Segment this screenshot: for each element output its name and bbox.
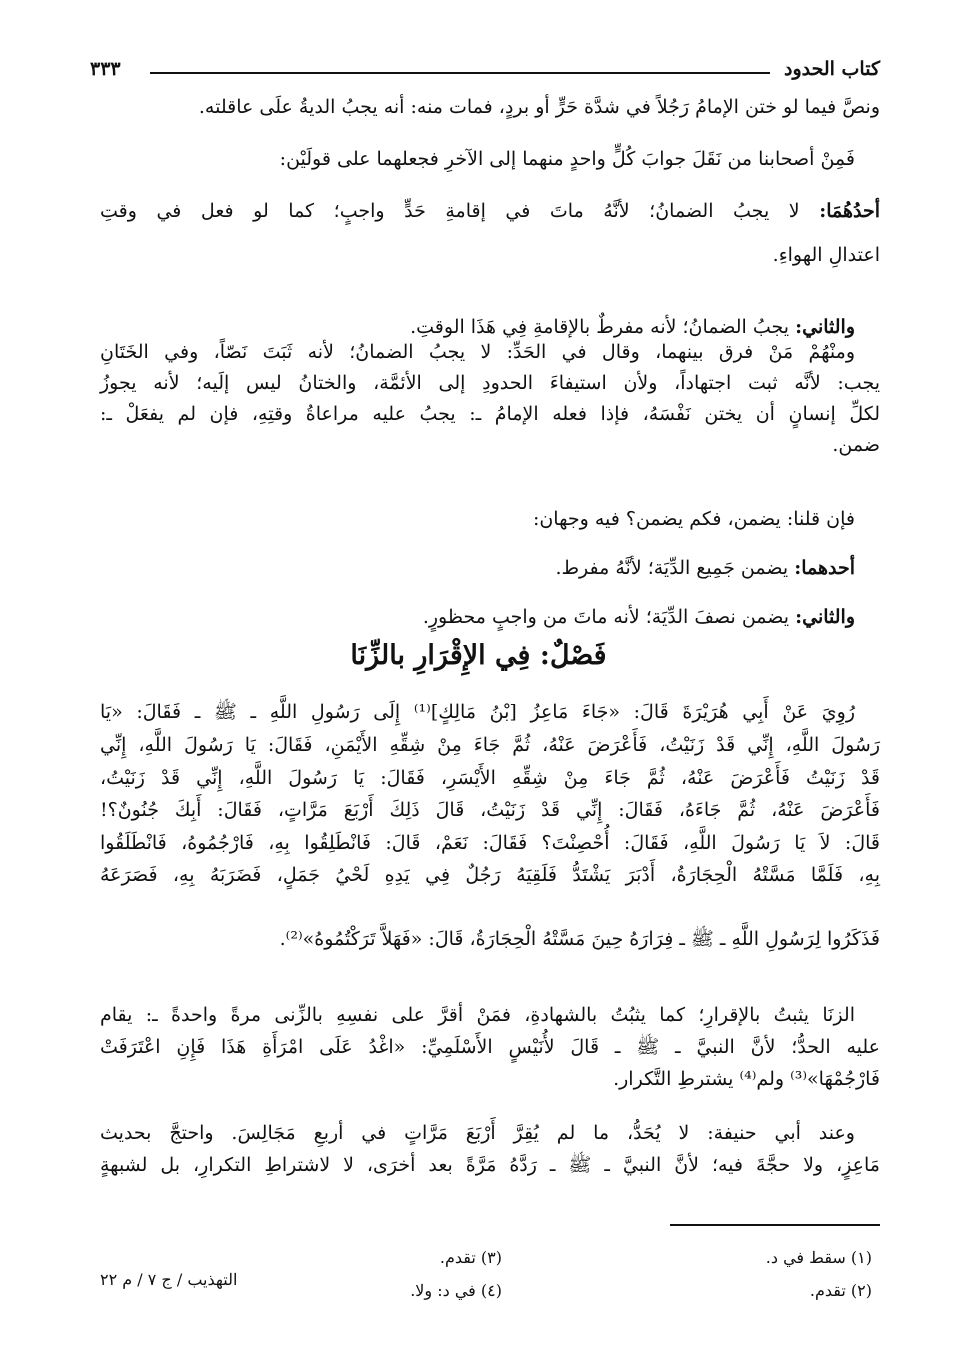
text-line: وعند أبي حنيفة: لا يُحَدُّ، ما لم يُقِرَّ أَرْبَعَ مَرَّاتٍ في أربعِ مَجَالِسَ. واحتجَّ بحديث <box>100 1122 855 1144</box>
hadith-line: رَسُولَ اللَّهِ، إِنِّي قَدْ زَنَيْتُ، فَأَعْرَضَ عَنْهُ، ثُمَّ جَاءَ مِنْ شِقِّهِ الأَيْمَنِ، فَقَالَ: يَا رَسُولَ اللَّهِ، إِنِّي <box>100 734 880 756</box>
text-line: اعتدالِ الهواءِ. <box>772 244 880 266</box>
hadith-line: رُوِيَ عَنْ أَبِي هُرَيْرَةَ قَالَ: «جَاءَ مَاعِزُ [بْنُ مَالِكٍ]⁽¹⁾ إِلَى رَسُولِ اللَّهِ ـ ﷺ ـ فَقَالَ: «يَا <box>100 701 855 723</box>
section-title: فَصْلٌ: فِي الإِقْرَارِ بالزِّنَا <box>350 640 607 671</box>
hadith-line: قَالَ: لاَ يَا رَسُولَ اللَّهِ، فَقَالَ: أُحْصِنْتَ؟ فَقَالَ: نَعَمْ، قَالَ: فَانْطَلِقُوا بِهِ، فَارْجُمُوهُ، فَانْطَلَقُوا <box>100 832 880 854</box>
footnote-rule <box>670 1224 880 1226</box>
text-line: ضمن. <box>832 434 880 456</box>
footnote: (٢) تقدم. <box>809 1281 872 1300</box>
text-line <box>100 602 855 632</box>
footnote: (١) سقط في د. <box>765 1248 872 1267</box>
text-line: فإن قلنا: يضمن، فكم يضمن؟ فيه وجهان: <box>532 508 855 530</box>
text-line: يجب: لأنَّه ثبت اجتهاداً، ولأن استيفاءَ الحدودِ إلى الأئمَّة، والختانُ ليس إلَيه؛ لأنه يجوزُ <box>100 372 880 394</box>
header-rule <box>150 72 770 74</box>
text-line: مَاعِزٍ، ولا حجَّةَ فيه؛ لأنَّ النبيَّ ـ ﷺ ـ رَدَّهُ مَرَّةً بعد أخرَى، لا لاشتراطِ التكرارِ، بل لشبهةٍ <box>100 1154 880 1176</box>
text-line: ونصَّ فيما لو ختن الإمامُ رَجُلاً في شدَّة حَرٍّ أو بردٍ، فمات منه: أنه يجبُ الديةُ علَى عاقلته. <box>198 96 880 118</box>
text-line: فَمِنْ أصحابنا من نَقَلَ جوابَ كُلٍّ واحدٍ منهما إلى الآخرِ فجعلهما على قولَيْن: <box>279 148 855 170</box>
text-line: عليه الحدُّ؛ لأنَّ النبيَّ ـ ﷺ ـ قَالَ لأُنَيْسٍ الأَسْلَمِيِّ: «اغْدُ عَلَى امْرَأَةِ هَذَا فَإِنِ اعْتَرَفَتْ <box>100 1036 880 1058</box>
paragraph-label: والثاني: <box>795 606 855 628</box>
text-line: فَارْجُمْهَا»⁽³⁾ ولم⁽⁴⁾ يشترطِ التَّكرار. <box>613 1068 880 1090</box>
text-span: لا يجبُ الضمانُ؛ لأنَّهُ ماتَ في إقامةِ حَدٍّ واجبٍ؛ كما لو فعل في وقتِ <box>100 200 800 222</box>
text-span: يضمن نصفَ الدِّيَة؛ لأنه ماتَ من واجبٍ محظورٍ. <box>422 606 790 628</box>
text-span: يضمن جَمِيع الدِّيَة؛ لأنَّهُ مفرط. <box>555 557 789 579</box>
paragraph-label: أحدهما: <box>794 557 855 579</box>
footnote: (٤) في د: ولا. <box>410 1281 502 1300</box>
hadith-line: فَأَعْرَضَ عَنْهُ، ثُمَّ جَاءَهُ، فَقَالَ: إِنِّي قَدْ زَنَيْتُ، قَالَ ذَلِكَ أَرْبَعَ مَرَّاتٍ، فَقَالَ: أَبِكَ جُنُونٌ؟! <box>100 799 880 821</box>
hadith-line: قَدْ زَنَيْتُ فَأَعْرَضَ عَنْهُ، ثُمَّ جَاءَ مِنْ شِقِّهِ الأَيْسَرِ، فَقَالَ: يَا رَسُولَ اللَّهِ، إِنِّي قَدْ زَنَيْتُ، <box>100 767 880 789</box>
page-number: ٣٣٣ <box>90 58 121 80</box>
text-span: يجبُ الضمانُ؛ لأنه مفرطٌ بالإقامةِ فِي هَذَا الوقتِ. <box>410 316 790 338</box>
paragraph-label: أحدُهُمَا: <box>819 200 880 222</box>
text-line: الزنَا يثبتُ بالإقرارِ؛ كما يثبُتُ بالشهادةِ، فمَنْ أقرَّ على نفسِهِ بالزِّنى مرةً واحدةً ـ: يقام <box>100 1004 855 1026</box>
hadith-line: فَذَكَرُوا لِرَسُولِ اللَّهِ ـ ﷺ ـ فِرَارَهُ حِينَ مَسَّتْهُ الْحِجَارَةُ، قَالَ: «فَهَلاَّ تَرَكْتُمُوهُ»⁽²⁾. <box>279 928 880 950</box>
text-line <box>100 196 880 226</box>
text-line: ومنْهُمْ مَنْ فرق بينهما، وقال في الحَدِّ: لا يجبُ الضمانُ؛ لأنه ثَبَتَ نَصّاً، وفي الخَتَانِ <box>100 341 855 363</box>
book-title: كتاب الحدود <box>783 58 880 80</box>
footnote: (٣) تقدم. <box>439 1248 502 1267</box>
printer-signature: التهذيب / ج ٧ / م ٢٢ <box>100 1270 238 1289</box>
running-header <box>90 58 880 88</box>
paragraph-label: والثاني: <box>795 316 855 338</box>
text-line <box>100 553 855 583</box>
text-line: لكلِّ إنسانٍ أن يختن نَفْسَهُ، فإذا فعله الإمامُ ـ: يجبُ عليه مراعاةُ وقتِهِ، فإن لم يفعَلْ ـ: <box>100 403 880 425</box>
hadith-line: بِهِ، فَلَمَّا مَسَّتْهُ الْحِجَارَةُ، أَدْبَرَ يَشْتَدُّ فَلَقِيَهُ رَجُلٌ فِي يَدِهِ لَحْيُ جَمَلٍ، فَضَرَبَهُ بِهِ، فَصَرَعَهُ <box>100 864 880 886</box>
